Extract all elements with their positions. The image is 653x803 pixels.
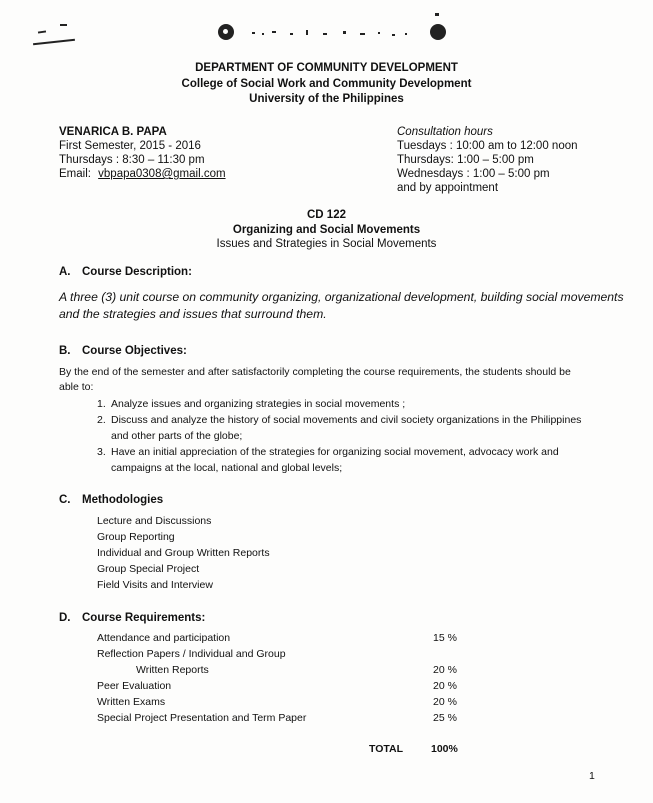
section-b-label: B. [59, 345, 71, 357]
email-link[interactable]: vbpapa0308@gmail.com [98, 168, 226, 180]
university-name: University of the Philippines [249, 93, 404, 105]
objective-text: and other parts of the globe; [111, 430, 243, 442]
requirement-percent: 20 % [433, 696, 457, 708]
page-number: 1 [589, 770, 595, 782]
section-b-title: Course Objectives: [82, 345, 187, 357]
objectives-intro: able to: [59, 381, 94, 393]
section-c-title: Methodologies [82, 494, 164, 506]
objective-text: Analyze issues and organizing strategies in social movements ; [111, 398, 406, 410]
consultation-line: and by appointment [397, 182, 499, 194]
method-item: Group Special Project [97, 563, 200, 575]
semester: First Semester, 2015 - 2016 [59, 140, 201, 152]
college-name: College of Social Work and Community Development [181, 78, 472, 90]
objective-text: campaigns at the local, national and global levels; [111, 462, 343, 474]
course-description: and the strategies and issues that surround them. [59, 307, 327, 321]
objective-number: 3. [97, 446, 106, 458]
objective-text: Have an initial appreciation of the strategies for organizing social movement, advocacy work and [111, 446, 559, 458]
email-line [59, 168, 226, 180]
requirement-percent: 15 % [433, 632, 457, 644]
objective-text: Discuss and analyze the history of social movements and civil society organizations in the Philippines [111, 414, 582, 426]
requirement-percent: 20 % [433, 664, 457, 676]
course-code: CD 122 [307, 209, 346, 221]
requirement-label: Peer Evaluation [97, 680, 172, 692]
consultation-heading: Consultation hours [397, 126, 493, 138]
objectives-intro: By the end of the semester and after satisfactorily completing the course requirements, the students should be [59, 366, 571, 378]
total-value: 100% [431, 743, 458, 755]
section-d-label: D. [59, 612, 71, 624]
requirement-label: Written Reports [136, 664, 209, 676]
course-title: Organizing and Social Movements [232, 224, 421, 236]
requirement-label: Special Project Presentation and Term Paper [97, 712, 307, 724]
section-a-label: A. [59, 266, 71, 278]
consultation-line: Wednesdays : 1:00 – 5:00 pm [397, 168, 550, 180]
total-label: TOTAL [369, 743, 404, 755]
class-schedule: Thursdays : 8:30 – 11:30 pm [59, 154, 205, 166]
method-item: Field Visits and Interview [97, 579, 213, 591]
department-name: DEPARTMENT OF COMMUNITY DEVELOPMENT [195, 62, 458, 74]
instructor-name: VENARICA B. PAPA [59, 126, 167, 138]
method-item: Individual and Group Written Reports [97, 547, 270, 559]
email-label: Email: [59, 168, 91, 180]
requirement-percent: 25 % [433, 712, 457, 724]
consultation-line: Tuesdays : 10:00 am to 12:00 noon [397, 140, 578, 152]
requirement-label: Attendance and participation [97, 632, 231, 644]
section-d-title: Course Requirements: [82, 612, 206, 624]
objective-number: 1. [97, 398, 106, 410]
course-description: A three (3) unit course on community organizing, organizational development, building social movements [59, 290, 624, 304]
course-subtitle: Issues and Strategies in Social Movements [216, 238, 437, 250]
method-item: Group Reporting [97, 531, 175, 543]
section-a-title: Course Description: [82, 266, 192, 278]
section-c-label: C. [59, 494, 71, 506]
method-item: Lecture and Discussions [97, 515, 212, 527]
requirement-label: Written Exams [97, 696, 166, 708]
requirement-label: Reflection Papers / Individual and Group [97, 648, 286, 660]
requirement-percent: 20 % [433, 680, 457, 692]
consultation-line: Thursdays: 1:00 – 5:00 pm [397, 154, 534, 166]
objective-number: 2. [97, 414, 106, 426]
